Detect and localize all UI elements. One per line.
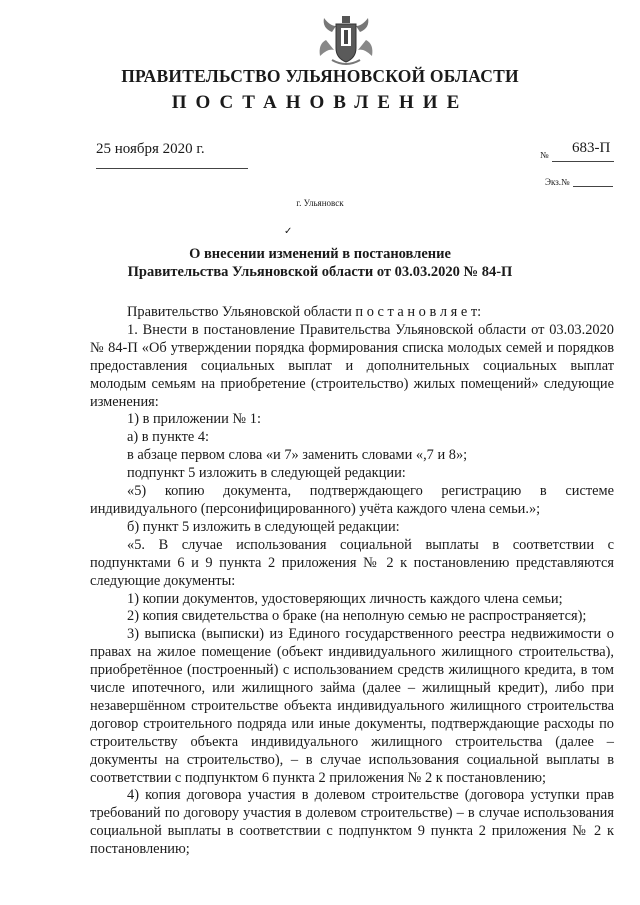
check-mark: ✓ (284, 226, 293, 237)
paragraph: 2) копия свидетельства о браке (на неполную семью не распространяется); (127, 608, 587, 625)
paragraph: «5. В случае использования социальной выплаты в соответствии с подпунктами 6 и 9 пункта 2 приложения № 2 к постановлению представляются следующие документы: (90, 536, 614, 589)
paragraph: 1. Внести в постановление Правительства Ульяновской области от 03.03.2020 № 84-П «Об утверждении порядка формирования списка молодых семей и порядков предоставления социальных выплат и дополнительных социальных выплат молодым семьям на приобретение (строительство) жилых помещений» следующие изменения: (90, 321, 614, 410)
paragraph: 4) копия договора участия в долевом строительстве (договора уступки прав требований по договору участия в долевом строительстве) – в случае использования социальной выплаты в соответствии с подпунктом 9 пункта 2 приложения № 2 к постановлению; (90, 787, 614, 858)
number-label: № (540, 150, 549, 160)
paragraph: 3) выписка (выписки) из Единого государственного реестра недвижимости о правах на жилое помещение (объект индивидуального жилищного строительства), приобретённое (построенный) с использованием средств жилищного кредита, в том числе ипотечного, или жилищного займа (далее – жилищный кредит), либо при незавершённом строительстве объекта индивидуального жилищного строительства договор строительного подряда или иные документы, подтверждающие расходы по строительству объекта индивидуального жилищного строительства (далее – документы на строительство), – в случае использования социальной выплаты в соответствии с подпунктом 6 пункта 2 приложения № 2 к постановлению; (90, 626, 614, 786)
copy-number-underline (573, 186, 613, 187)
subject-line-1: О внесении изменений в постановление (189, 246, 451, 262)
copy-number-label: Экз.№ (545, 177, 570, 187)
paragraph: подпункт 5 изложить в следующей редакции: (127, 465, 406, 482)
government-title: ПРАВИТЕЛЬСТВО УЛЬЯНОВСКОЙ ОБЛАСТИ (121, 66, 519, 86)
paragraph: а) в пункте 4: (127, 429, 210, 446)
paragraph: 1) в приложении № 1: (127, 411, 261, 428)
paragraph: 1) копии документов, удостоверяющих личность каждого члена семьи; (127, 590, 563, 607)
coat-of-arms-emblem (318, 14, 374, 68)
document-type: ПОСТАНОВЛЕНИЕ (171, 92, 469, 113)
paragraph: Правительство Ульяновской области п о с т а н о в л я е т: (127, 304, 482, 320)
document-number: 683-П (572, 140, 611, 156)
city: г. Ульяновск (296, 198, 344, 208)
document-subject (0, 245, 640, 281)
number-underline (552, 161, 614, 162)
paragraph: б) пункт 5 изложить в следующей редакции: (127, 518, 400, 535)
document-body (90, 304, 614, 859)
document-date: 25 ноября 2020 г. (96, 141, 205, 157)
paragraph: в абзаце первом слова «и 7» заменить словами «,7 и 8»; (127, 447, 468, 464)
paragraph: «5) копию документа, подтверждающего регистрацию в системе индивидуального (персонифицированного) учёта каждого члена семьи.»; (90, 483, 614, 517)
subject-line-2: Правительства Ульяновской области от 03.03.2020 № 84-П (127, 264, 513, 280)
date-underline (96, 168, 248, 169)
